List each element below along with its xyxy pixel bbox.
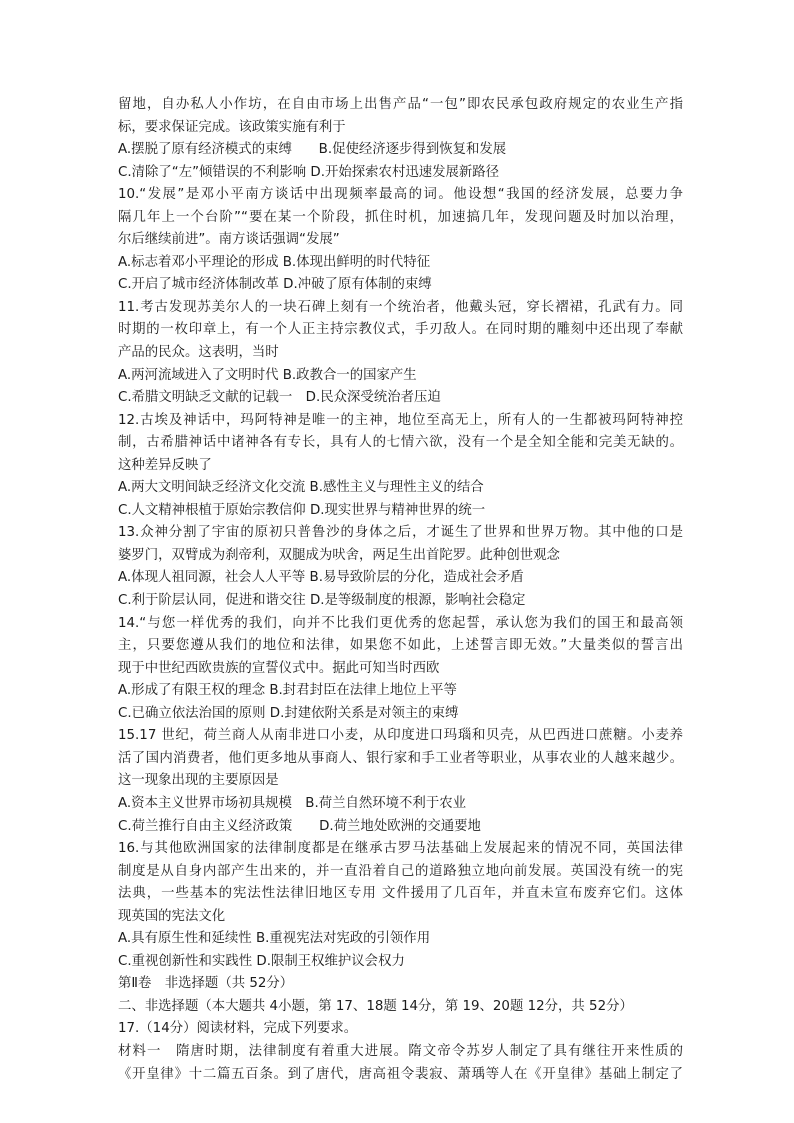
text-line: 主，只要您遵从我们的地位和法律，如果您不如此，上述誓言即无效。”大量类似的誓言出 [118,638,683,654]
text-line: 第Ⅱ卷 非选择题（共 52分） [118,976,294,992]
text-line: C.人文精神根植于原始宗教信仰 D.现实世界与精神世界的统一 [118,502,486,518]
text-line: C.清除了“左”倾错误的不利影响 D.开始探索农村迅速发展新路径 [118,164,500,180]
text-line: 留地，自办私人小作坊，在自由市场上出售产品“一包”即农民承包政府规定的农业生产指 [118,97,683,112]
text-line: 标，要求保证完成。该政策实施有利于 [118,119,346,135]
text-line: 13.众神分割了宇宙的原初只普鲁沙的身体之后，才诞生了世界和世界万物。其中他的口是 [118,525,683,541]
text-line: A.摆脱了原有经济模式的束缚 B.促使经济逐步得到恢复和发展 [118,142,507,158]
text-line: 产品的民众。这表明，当时 [118,345,279,361]
text-line: 12.古埃及神话中，玛阿特神是唯一的主神，地位至高无上，所有人的一生都被玛阿特神控 [118,412,683,428]
exam-page-text [118,94,683,1086]
text-line: C.重视创新性和实践性 D.限制王权维护议会权力 [118,953,405,969]
text-line: 15.17 世纪，荷兰商人从南非进口小麦，从印度进口玛瑙和贝壳，从巴西进口蔗糖。小麦养 [118,728,683,744]
text-line: 11.考古发现苏美尔人的一块石碑上刻有一个统治者，他戴头冠，穿长褶裙，孔武有力。同 [118,299,683,315]
text-line: 制，古希腊神话中诸神各有专长，具有人的七情六欲，没有一个是全知全能和完美无缺的。 [118,435,683,451]
text-line: 现英国的宪法文化 [118,908,226,924]
text-line: 法典，一些基本的宪法性法律旧地区专用 文件援用了几百年，并直未宣布废弃它们。这体 [118,886,683,902]
text-line: 活了国内消费者，他们更多地从事商人、银行家和手工业者等职业，从事农业的人越来越少。 [118,750,683,766]
text-line: 婆罗门，双臂成为刹帝利，双腿成为吠舍，两足生出首陀罗。此种创世观念 [118,547,560,563]
text-line: A.两河流域进入了文明时代 B.政教合一的国家产生 [118,367,417,383]
text-line: A.具有原生性和延续性 B.重视宪法对宪政的引领作用 [118,931,431,947]
text-line: 10.“发展”是邓小平南方谈话中出现频率最高的词。他设想“我国的经济发展，总要力争 [118,187,683,203]
text-line: C.荷兰推行自由主义经济政策 D.荷兰地处欧洲的交通要地 [118,818,481,834]
text-line: 这一现象出现的主要原因是 [118,773,279,789]
text-line: A.体现人祖同源，社会人人平等 B.易导致阶层的分化，造成社会矛盾 [118,570,524,586]
text-line: C.希腊文明缺乏文献的记载一 D.民众深受统治者压迫 [118,390,441,406]
text-line: 《开皇律》十二篇五百条。到了唐代，唐高祖令裴寂、萧瑀等人在《开皇律》基础上制定了 [118,1066,683,1082]
text-line: A.资本主义世界市场初具规模 B.荷兰自然环境不利于农业 [118,795,466,811]
text-line: C.开启了城市经济体制改革 D.冲破了原有体制的束缚 [118,277,432,293]
text-line: 14.“与您一样优秀的我们，向并不比我们更优秀的您起誓，承认您为我们的国王和最高领 [118,615,683,631]
text-line: A.形成了有限王权的理念 B.封君封臣在法律上地位上平等 [118,683,457,699]
text-line: 现于中世纪西欧贵族的宣誓仪式中。据此可知当时西欧 [118,660,440,676]
text-line: 隔几年上一个台阶”“要在某一个阶段，抓住时机，加速搞几年，发现问题及时加以治理， [118,209,683,225]
text-line: C.利于阶层认同，促进和谐交往 D.是等级制度的根源，影响社会稳定 [118,593,526,609]
text-line: 这种差异反映了 [118,457,212,473]
text-line: 二、非选择题（本大题共 4小题，第 17、18题 14分，第 19、20题 12分，共 52分） [118,998,633,1014]
text-line: 时期的一枚印章上，有一个人正主持宗教仪式，手刃敌人。在同时期的雕刻中还出现了奉献 [118,322,683,338]
text-line: 制度是从自身内部产生出来的，并一直沿着自己的道路独立地向前发展。英国没有统一的宪 [118,863,683,879]
text-line: A.两大文明间缺乏经济文化交流 B.感性主义与理性主义的结合 [118,480,484,496]
text-line: C.已确立依法治国的原则 D.封建依附关系是对领主的束缚 [118,705,459,721]
text-line: 16.与其他欧洲国家的法律制度都是在继承古罗马法基础上发展起来的情况不同，英国法律 [118,841,683,857]
text-line: 17.（14分）阅读材料，完成下列要求。 [118,1021,358,1037]
text-line: A.标志着邓小平理论的形成 B.体现出鲜明的时代特征 [118,254,431,270]
text-line: 尔后继续前进”。南方谈话强调“发展” [118,232,340,248]
text-line: 材料一 隋唐时期，法律制度有着重大进展。隋文帝令苏岁人制定了具有继往开来性质的 [118,1043,683,1059]
